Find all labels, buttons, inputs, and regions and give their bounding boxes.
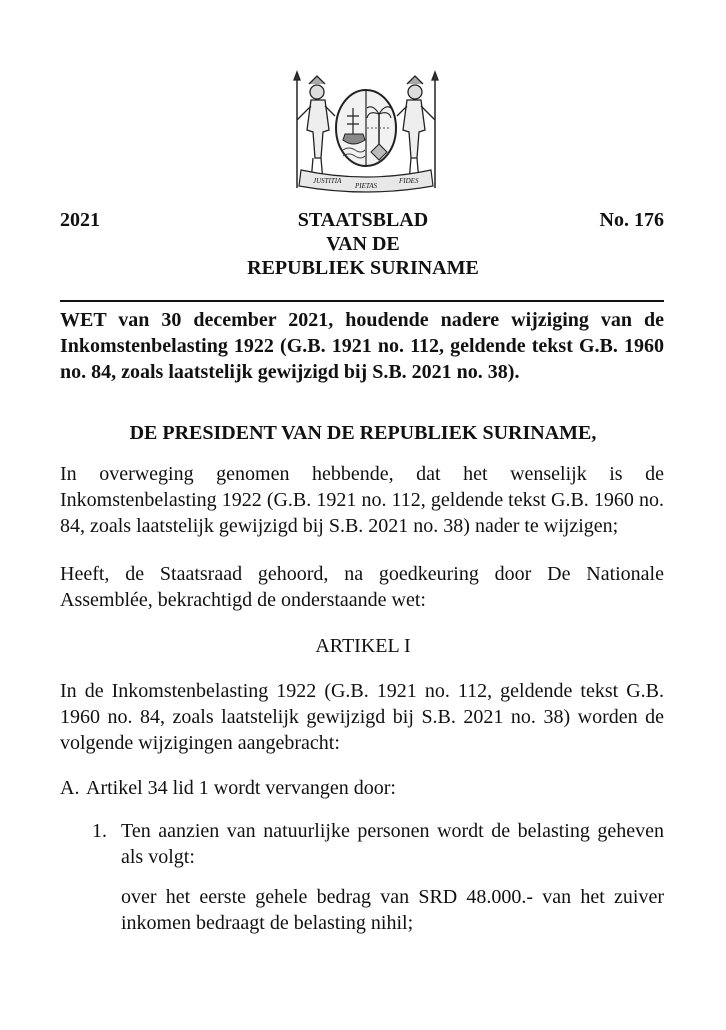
article-paragraph: In de Inkomstenbelasting 1922 (G.B. 1921 no. 112, geldende tekst G.B. 1960 no. 84, zoals laatstelijk gewijzigd bij S.B. 2021 no. 38) worden de volgende wijzigingen aangebracht:	[60, 680, 664, 754]
article-heading: ARTIKEL I	[315, 635, 411, 657]
enactment-paragraph: Heeft, de Staatsraad gehoord, na goedkeuring door De Nationale Assemblée, bekrachtigd de onderstaande wet:	[60, 563, 664, 611]
publication-title-line: STAATSBLAD	[297, 209, 429, 231]
title-divider	[60, 300, 664, 302]
publication-number: No. 176	[599, 209, 664, 231]
president-heading: DE PRESIDENT VAN DE REPUBLIEK SURINAME,	[129, 422, 597, 444]
amendment-item-1	[92, 818, 664, 870]
coat-of-arms-emblem	[283, 70, 449, 196]
motto-word: JUSTITIA	[313, 177, 342, 185]
amendment-item-a	[60, 775, 396, 801]
motto-word: PIETAS	[355, 182, 378, 190]
publication-title-line: REPUBLIEK SURINAME	[247, 257, 479, 279]
publication-year: 2021	[60, 209, 100, 231]
motto-word: FIDES	[399, 177, 419, 185]
item-label: A.	[60, 777, 80, 799]
item-text: Ten aanzien van natuurlijke personen wordt de belasting geheven als volgt:	[121, 820, 664, 868]
item-label: 1.	[92, 820, 107, 842]
tax-rule-paragraph: over het eerste gehele bedrag van SRD 48.000.- van het zuiver inkomen bedraagt de belasting nihil;	[121, 886, 664, 934]
law-title: WET van 30 december 2021, houdende nadere wijziging van de Inkomstenbelasting 1922 (G.B. 1921 no. 112, geldende tekst G.B. 1960 no. 84, zoals laatstelijk gewijzigd bij S.B. 2021 no. 38).	[60, 309, 664, 383]
item-text: Artikel 34 lid 1 wordt vervangen door:	[86, 777, 396, 799]
considering-paragraph: In overweging genomen hebbende, dat het wenselijk is de Inkomstenbelasting 1922 (G.B. 1921 no. 112, geldende tekst G.B. 1960 no. 84, zoals laatstelijk gewijzigd bij S.B. 2021 no. 38) nader te wijzigen;	[60, 463, 664, 537]
publication-title-line: VAN DE	[326, 233, 400, 255]
